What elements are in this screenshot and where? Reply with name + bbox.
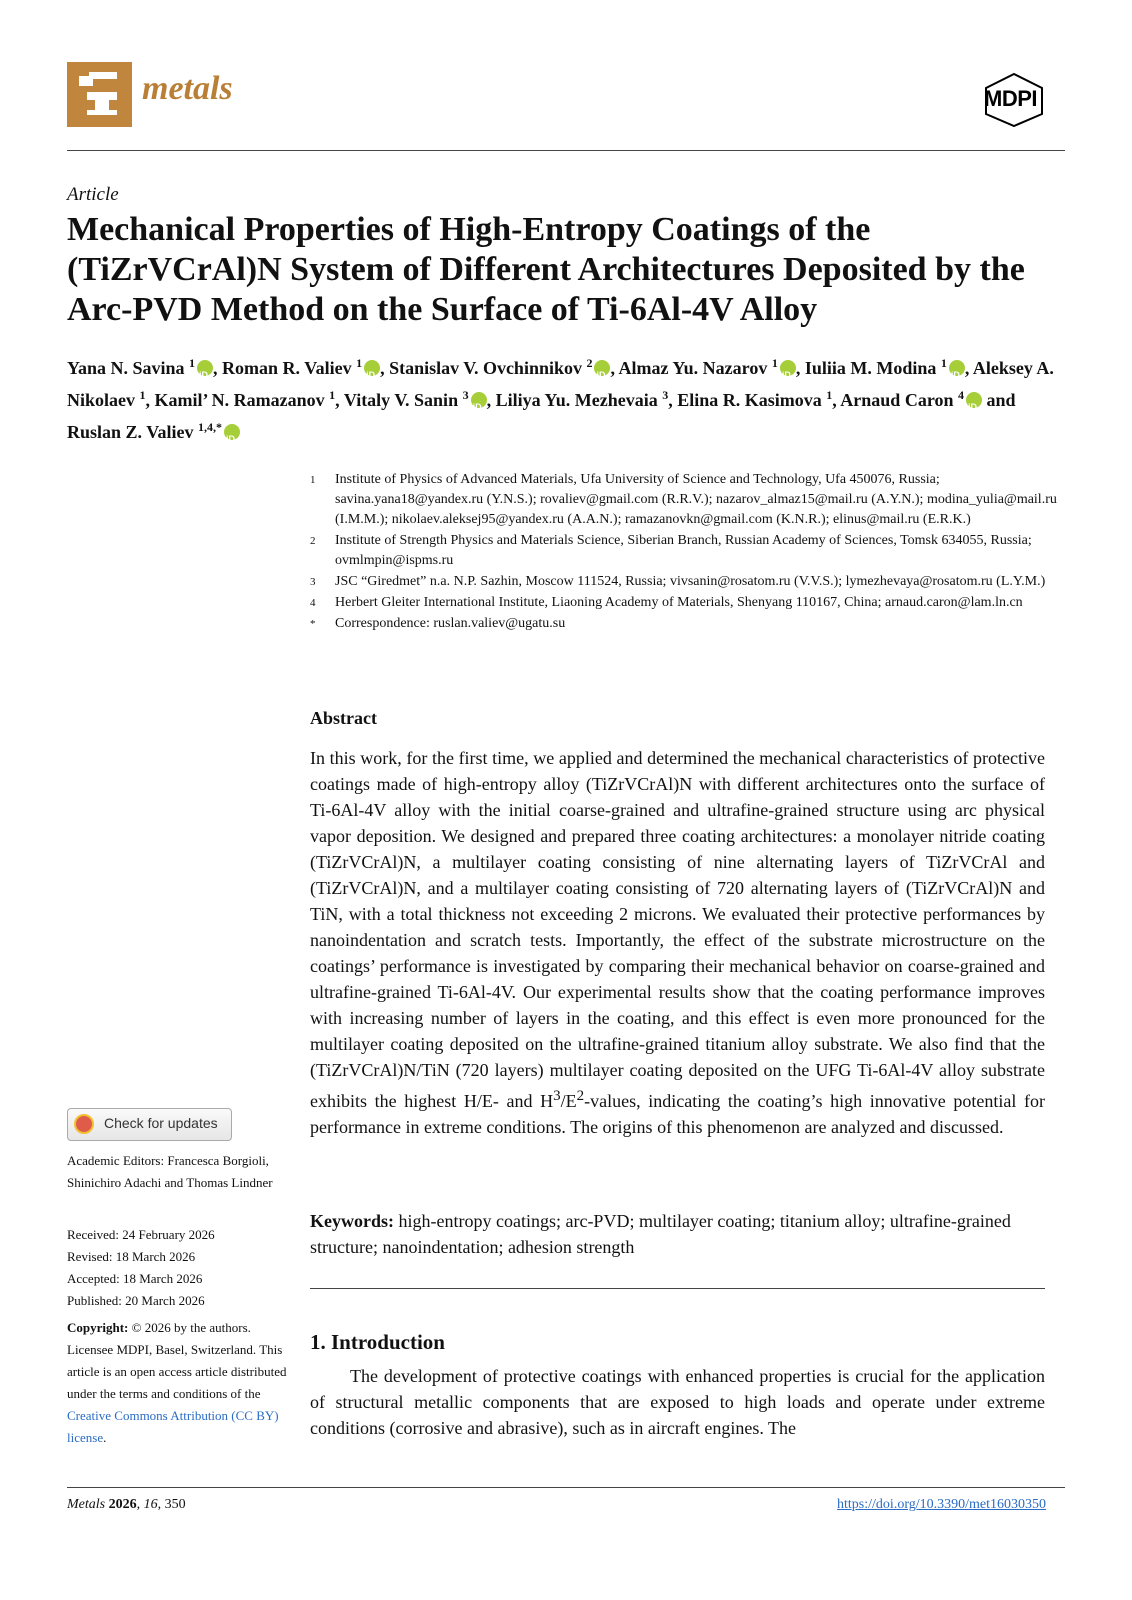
author-affiliation-sup: 1 <box>940 356 947 370</box>
affiliation-text: Institute of Physics of Advanced Materials, Ufa University of Science and Technology, Ufa 450076, Russia; savina.yana18@yandex.ru (Y.N.S.); rovaliev@gmail.com (R.R.V.); nazarov_almaz15@mail.ru (A.Y.N.); modina_yulia@mail.ru (I.M.M.); nikolaev.aleksej95@yandex.ru (A.A.N.); ramazanovkn@gmail.com (K.N.R.); elinus@mail.ru (E.R.K.) <box>335 472 1057 527</box>
article-title: Mechanical Properties of High-Entropy Coatings of the (TiZrVCrAl)N System of Different Architectures Deposited by the Arc-PVD Method on the Surface of Ti-6Al-4V Alloy <box>67 211 1025 328</box>
check-for-updates-label: Check for updates <box>104 1115 218 1131</box>
orcid-icon[interactable] <box>780 360 796 376</box>
journal-logo <box>67 62 132 127</box>
author-affiliation-sup: 3 <box>662 388 669 402</box>
revised-date: Revised: 18 March 2026 <box>67 1249 196 1264</box>
orcid-icon[interactable] <box>594 360 610 376</box>
orcid-icon[interactable] <box>966 392 982 408</box>
footer-volume: 16 <box>143 1497 158 1512</box>
author-affiliation-sup: 1 <box>329 388 336 402</box>
journal-name: metals <box>142 70 233 107</box>
affiliation-text: JSC “Giredmet” n.a. N.P. Sazhin, Moscow 111524, Russia; vivsanin@rosatom.ru (V.V.S.); lymezhevaya@rosatom.ru (L.Y.M.) <box>335 574 1046 589</box>
abstract-part-3: -values, indicating the coating’s high innovative potential for performance in extreme conditions. The origins of this phenomenon are analyzed and discussed. <box>310 1091 1046 1137</box>
author-name: Liliya Yu. Mezhevaia <box>495 390 663 410</box>
orcid-icon[interactable] <box>224 424 240 440</box>
authors-connector: and <box>982 390 1016 410</box>
author-name: Ruslan Z. Valiev <box>67 422 199 442</box>
orcid-icon[interactable] <box>471 392 487 408</box>
author-list: Yana N. Savina $^1$iD , Roman R. Valiev $^1$iD , Stanislav V. Ovchinnikov $^2$iD , Almaz Yu. Nazarov $^1$iD , Iuliia M. Modina $^1$iD , Aleksey A. Nikolaev $^1$, Kamil’ N. Ramazanov $^1$, Vitaly V. Sanin $^3$iD , Liliya Yu. Mezhevaia $^3$, Elina R. Kasimova $^1$, Arnaud Caron $^4$iD and Ruslan Z. Valiev $^{1,4,*}$iD <box>67 350 1067 446</box>
keywords-label: Keywords: <box>310 1211 394 1231</box>
author-name: Elina R. Kasimova <box>677 390 827 410</box>
abstract-part-1: In this work, for the first time, we applied and determined the mechanical characteristics of protective coatings made of high-entropy alloy (TiZrVCrAl)N with different architectures onto the surface of Ti-6Al-4V alloy with the initial coarse-grained and ultrafine-grained structure using arc physical vapor deposition. We designed and prepared three coating architectures: a monolayer nitride coating (TiZrVCrAl)N, a multilayer coating consisting of nine alternating layers of TiZrVCrAl and (TiZrVCrAl)N, and a multilayer coating consisting of 720 alternating layers of (TiZrVCrAl)N and TiN, with a total thickness not exceeding 2 microns. We evaluated their protective performances by nanoindentation and scratch tests. Importantly, the effect of the substrate microstructure on the coatings’ performance is investigated by comparing their mechanical behavior on coarse-grained and ultrafine-grained Ti-6Al-4V. Our experimental results show that the coating performance improves with increasing number of layers in the coating, and this effect is even more pronounced for the multilayer coating deposited on the ultrafine-grained titanium alloy substrate. We also find that the (TiZrVCrAl)N/TiN (720 layers) multilayer coating deposited on the UFG Ti-6Al-4V alloy substrate exhibits the highest H/E- and H <box>310 748 1045 1111</box>
accepted-date: Accepted: 18 March 2026 <box>67 1271 203 1286</box>
orcid-icon[interactable] <box>364 360 380 376</box>
author-affiliation-sup: 3 <box>462 388 469 402</box>
keywords-text: high-entropy coatings; arc-PVD; multilayer coating; titanium alloy; ultrafine-grained structure; nanoindentation; adhesion strength <box>310 1211 1011 1257</box>
affiliation-item <box>310 614 1060 634</box>
author-affiliation-sup: 1 <box>139 388 146 402</box>
author-affiliation-sup: 1 <box>189 356 196 370</box>
affiliation-text: Herbert Gleiter International Institute, Liaoning Academy of Materials, Shenyang 110167, China; arnaud.caron@lam.ln.cn <box>335 595 1023 610</box>
affiliation-item <box>310 593 1060 613</box>
citation: Metals 2026, 16, 350 <box>67 1497 186 1512</box>
article-type: Article <box>67 184 119 205</box>
affiliation-item <box>310 470 1060 530</box>
copyright-notice <box>67 1317 292 1449</box>
author-name: Kamil’ N. Ramazanov <box>154 390 330 410</box>
received-date: Received: 24 February 2026 <box>67 1227 215 1242</box>
affiliation-number: 2 <box>310 535 316 547</box>
affiliation-item <box>310 572 1060 592</box>
license-end: . <box>103 1430 107 1445</box>
affiliation-number: 4 <box>310 597 316 609</box>
author-name: Roman R. Valiev <box>222 358 357 378</box>
author-name: Almaz Yu. Nazarov <box>618 358 772 378</box>
affiliation-text: Institute of Strength Physics and Materials Science, Siberian Branch, Russian Academy of Sciences, Tomsk 634055, Russia; ovmlmpin@ispms.ru <box>335 533 1032 568</box>
author-name: Aleksey A. Nikolaev <box>67 358 1054 410</box>
abstract-sup-2: 2 <box>576 1088 585 1104</box>
section-divider <box>310 1288 1045 1289</box>
keywords <box>310 1208 1045 1260</box>
author-affiliation-sup: 1,4,* <box>198 420 223 434</box>
author-name: Vitaly V. Sanin <box>343 390 463 410</box>
author-affiliation-sup: 2 <box>586 356 593 370</box>
license-link[interactable]: Creative Commons Attribution (CC BY) license <box>67 1408 279 1445</box>
section-heading-introduction: 1. Introduction <box>310 1330 445 1354</box>
header-divider <box>67 150 1065 151</box>
footer-journal: Metals <box>67 1497 106 1512</box>
orcid-icon[interactable] <box>949 360 965 376</box>
doi-link[interactable]: https://doi.org/10.3390/met16030350 <box>837 1497 1046 1512</box>
footer-divider <box>67 1487 1065 1488</box>
publisher-name: MDPI <box>984 86 1037 111</box>
affiliation-item <box>310 531 1060 571</box>
affiliations <box>310 470 1060 635</box>
copyright-text: © 2026 by the authors. Licensee MDPI, Basel, Switzerland. This article is an open access article distributed under the terms and conditions of the <box>67 1320 287 1401</box>
author-name: Yana N. Savina <box>67 358 190 378</box>
author-name: Arnaud Caron <box>840 390 958 410</box>
academic-editors: Academic Editors: Francesca Borgioli, Shinichiro Adachi and Thomas Lindner <box>67 1153 273 1190</box>
introduction-text: The development of protective coatings with enhanced properties is crucial for the application of structural metallic components that are exposed to high loads and operate under extreme conditions (corrosive and abrasive), such as in aircraft engines. The <box>310 1366 1045 1438</box>
footer-article: 350 <box>164 1497 186 1512</box>
update-check-icon <box>74 1114 94 1134</box>
footer-year: 2026 <box>108 1497 137 1512</box>
author-name: Stanislav V. Ovchinnikov <box>389 358 587 378</box>
affiliation-number: * <box>310 618 316 630</box>
affiliation-number: 3 <box>310 576 316 588</box>
abstract-part-2: /E <box>560 1091 577 1111</box>
published-date: Published: 20 March 2026 <box>67 1293 205 1308</box>
abstract-text <box>310 745 1045 1140</box>
affiliation-number: 1 <box>310 474 316 486</box>
author-affiliation-sup: 1 <box>771 356 778 370</box>
affiliation-text: Correspondence: ruslan.valiev@ugatu.su <box>335 616 566 631</box>
abstract-heading: Abstract <box>310 708 377 728</box>
copyright-label: Copyright: <box>67 1320 129 1335</box>
orcid-icon[interactable] <box>197 360 213 376</box>
author-name: Iuliia M. Modina <box>804 358 941 378</box>
author-affiliation-sup: 1 <box>356 356 363 370</box>
abstract-sup-1: 3 <box>553 1088 561 1104</box>
author-affiliation-sup: 4 <box>958 388 964 402</box>
author-affiliation-sup: 1 <box>826 388 833 402</box>
